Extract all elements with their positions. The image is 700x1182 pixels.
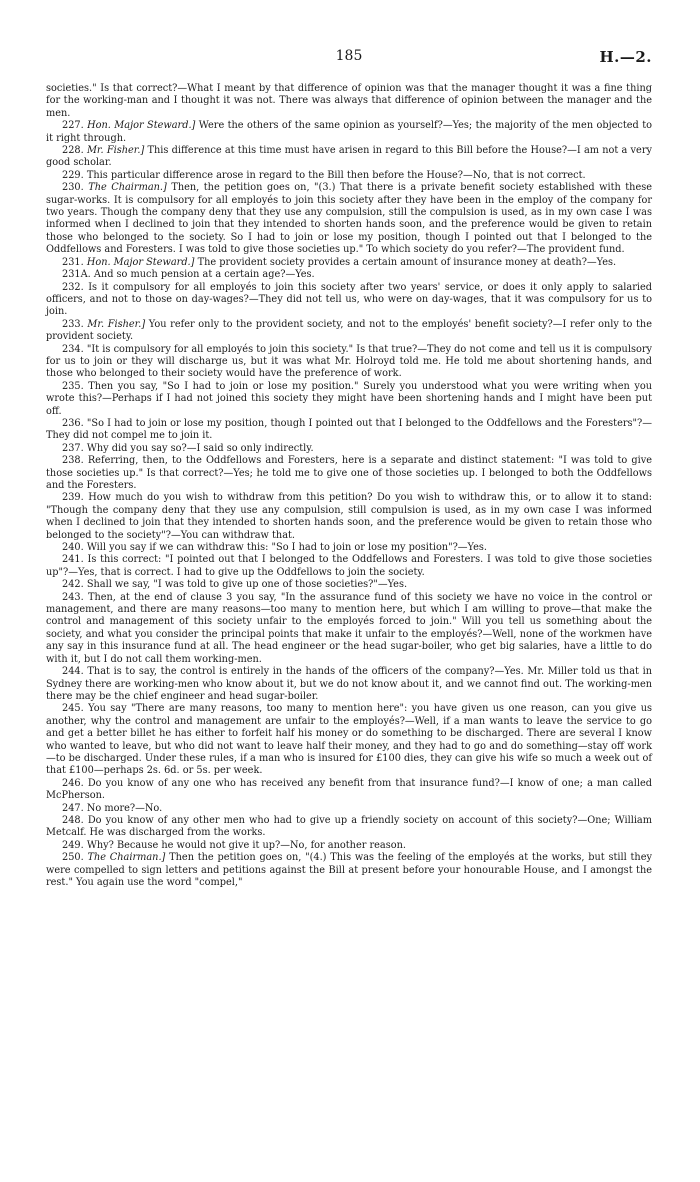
paragraph-text: Then you say, "So I had to join or lose my position." Surely you understood what you were writing when you wrote this?—Perhaps if I had not joined this society they might have been shortening hands and I might have been put off. xyxy=(46,380,652,417)
paragraph-text: Will you say if we can withdraw this: "So I had to join or lose my position"?—Yes. xyxy=(86,542,488,554)
question-number: 243. xyxy=(62,591,84,603)
paragraph-text: Do you know of any other men who had to give up a friendly society on account of this society?—One; William Metcalf. He was discharged from the works. xyxy=(46,814,652,839)
paragraph-text: Why? Because he would not give it up?—No, for another reason. xyxy=(86,839,406,851)
question-number: 247. xyxy=(62,802,84,814)
paragraph xyxy=(46,418,652,443)
paragraph xyxy=(46,344,652,381)
paragraph-text: Were the others of the same opinion as yourself?—Yes; the majority of the men objected to it right through. xyxy=(46,120,652,144)
paragraph-text: And so much pension at a certain age?—Yes. xyxy=(93,269,315,281)
question-number: 233. xyxy=(62,318,84,330)
paragraph xyxy=(46,282,652,319)
question-number: 228. xyxy=(62,145,84,157)
paragraph-text: Then, at the end of clause 3 you say, "In the assurance fund of this society we have no voice in the control or management, and there are many reasons—too many to mention here, but which I am willing to prove—that make the control and management of this society unfair to the employés forced to join." Will you tell us something about the society, and what you consider the principal points that make it unfair to the employés?—Well, none of the workmen have any say in this insurance fund at all. The head engineer or the head sugar-boiler, who get big salaries, have a little to do with it, but I do not call them working-men. xyxy=(46,591,652,665)
speaker-name: The Chairman.] xyxy=(88,182,167,194)
paragraph xyxy=(46,455,652,492)
question-number: 235. xyxy=(62,380,84,392)
question-number: 234. xyxy=(62,343,84,355)
paragraph xyxy=(46,815,652,840)
question-number: 246. xyxy=(62,777,84,789)
speaker-name: Hon. Major Steward.] xyxy=(86,256,195,268)
paragraph xyxy=(46,443,652,455)
paragraph xyxy=(46,542,652,554)
paragraph xyxy=(46,145,652,170)
paragraph xyxy=(46,170,652,182)
body-text xyxy=(46,83,652,889)
paragraph xyxy=(46,852,652,889)
paragraph xyxy=(46,703,652,777)
paragraph xyxy=(46,803,652,815)
paragraph-text: Is it compulsory for all employés to join this society after two years' service, or does it only apply to salaried officers, and not to those on day-wages?—They did not tell us, who were on day-wages, that it was compulsory for us to join. xyxy=(46,281,652,318)
paragraph-text: That is to say, the control is entirely in the hands of the officers of the company?—Yes. Mr. Miller told us that in Sydney there are working-men who know about it, but we do not know about it, and we cannot find out. The working-men there may be the chief engineer and head sugar-boiler. xyxy=(46,666,652,702)
paragraph xyxy=(46,666,652,703)
paragraph-text: Then, the petition goes on, "(3.) That there is a private benefit society established with these sugar-works. It is compulsory for all employés to join this society after they have been in the employ of the company for two years. Though the company deny that they use any compulsion, still the compulsion is used, as in my own case I was informed when I declined to join that they intended to shorten hands soon, and the preference would be given to retain those who belonged to the society. So I had to join or lose my position, though I pointed out that I belonged to the Oddfellows and Foresters. I was told to give those societies up." To which society do you refer?—The provident fund. xyxy=(46,182,652,256)
question-number: 236. xyxy=(62,417,84,429)
paragraph xyxy=(46,592,652,666)
question-number: 249. xyxy=(62,839,84,851)
speaker-name: The Chairman.] xyxy=(87,852,166,864)
paragraph-text: This difference at this time must have arisen in regard to this Bill before the House?—I am not a very good scholar. xyxy=(46,145,652,169)
paragraph xyxy=(46,319,652,344)
paragraph-text: Why did you say so?—I said so only indirectly. xyxy=(86,442,314,454)
speaker-name: Hon. Major Steward.] xyxy=(87,120,196,132)
question-number: 232. xyxy=(62,281,84,293)
document-reference: H.—2. xyxy=(599,48,652,66)
question-number: 230. xyxy=(62,182,84,194)
paragraph xyxy=(46,554,652,579)
paragraph-text: "It is compulsory for all employés to join this society." Is that true?—They do not come and tell us it is compulsory for us to join or they will discharge us, but it was what Mr. Holroyd told me. He told me about shortening hands, and those who belonged to their society would have the preference of work. xyxy=(46,343,652,380)
paragraph-text: How much do you wish to withdraw from this petition? Do you wish to withdraw this, or to allow it to stand: "Though the company deny that they use any compulsion, still compulsion is used, as in my own case I was informed when I declined to join that they intended to shorten hands soon, and the preference would be given to retain those who belonged to the society"?—You can withdraw that. xyxy=(46,492,652,541)
paragraph-text: "So I had to join or lose my position, though I pointed out that I belonged to the Oddfellows and the Foresters"?—They did not compel me to join it. xyxy=(46,417,653,442)
paragraph xyxy=(46,381,652,418)
question-number: 231A. xyxy=(62,269,91,281)
paragraph xyxy=(46,840,652,852)
question-number: 244. xyxy=(62,666,84,678)
paragraph-text: Do you know of any one who has received any benefit from that insurance fund?—I know of one; a man called McPherson. xyxy=(46,777,652,802)
question-number: 238. xyxy=(62,455,84,467)
page-header xyxy=(46,48,652,70)
question-number: 241. xyxy=(62,554,84,566)
paragraph-text: This particular difference arose in regard to the Bill then before the House?—No, that is not correct. xyxy=(86,169,586,181)
speaker-name: Mr. Fisher.] xyxy=(87,318,146,330)
paragraph xyxy=(46,269,652,281)
paragraph-text: Then the petition goes on, "(4.) This was the feeling of the employés at the works, but still they were compelled to sign letters and petitions against the Bill at present before your honourable House, and I amongst the rest." You again use the word "compel," xyxy=(46,852,652,888)
question-number: 242. xyxy=(62,579,84,591)
paragraph-text: Referring, then, to the Oddfellows and Foresters, here is a separate and distinct statement: "I was told to give those societies up." Is that correct?—Yes; he told me to give one of those societies up. I belonged to both the Oddfellows and the Foresters. xyxy=(46,455,652,491)
paragraph-text: The provident society provides a certain amount of insurance money at death?—Yes. xyxy=(197,256,617,268)
question-number: 227. xyxy=(62,120,84,132)
paragraph xyxy=(46,120,652,145)
paragraph-text: You say "There are many reasons, too many to mention here": you have given us one reason, can you give us another, why the control and management are unfair to the employés?—Well, if a man wants to leave the service to go and get a better billet he has either to forfeit half his money or do something to be discharged. There are several I know who wanted to leave, but who did not want to leave half their money, and they had to go and do something—stay off work—to be discharged. Under these rules, if a man who is insured for £100 dies, they can give his wife so much a week out of that £100—perhaps 2s. 6d. or 5s. per week. xyxy=(46,703,652,777)
paragraph xyxy=(46,182,652,256)
paragraph xyxy=(46,257,652,269)
paragraph-text: Is this correct: "I pointed out that I belonged to the Oddfellows and Foresters. I was told to give those societies up"?—Yes, that is correct. I had to give up the Oddfellows to join the society. xyxy=(46,554,652,578)
paragraph xyxy=(46,778,652,803)
paragraph-text: You refer only to the provident society, and not to the employés' benefit society?—I refer only to the provident society. xyxy=(46,318,652,343)
question-number: 231. xyxy=(62,256,84,268)
page-number: 185 xyxy=(335,48,363,64)
paragraph-text: No more?—No. xyxy=(86,802,163,814)
question-number: 239. xyxy=(62,492,84,504)
question-number: 248. xyxy=(62,814,84,826)
paragraph xyxy=(46,579,652,591)
paragraph xyxy=(46,83,652,120)
question-number: 245. xyxy=(62,703,84,715)
question-number: 240. xyxy=(62,542,84,554)
question-number: 237. xyxy=(62,442,84,454)
question-number: 250. xyxy=(62,852,84,864)
paragraph xyxy=(46,492,652,542)
question-number: 229. xyxy=(62,169,84,181)
paragraph-text: societies." Is that correct?—What I meant by that difference of opinion was that the manager thought it was a fine thing for the working-man and I thought it was not. There was always that difference of opinion between the manager and the men. xyxy=(46,83,652,119)
paragraph-text: Shall we say, "I was told to give up one of those societies?"—Yes. xyxy=(86,579,408,591)
speaker-name: Mr. Fisher.] xyxy=(86,145,145,157)
